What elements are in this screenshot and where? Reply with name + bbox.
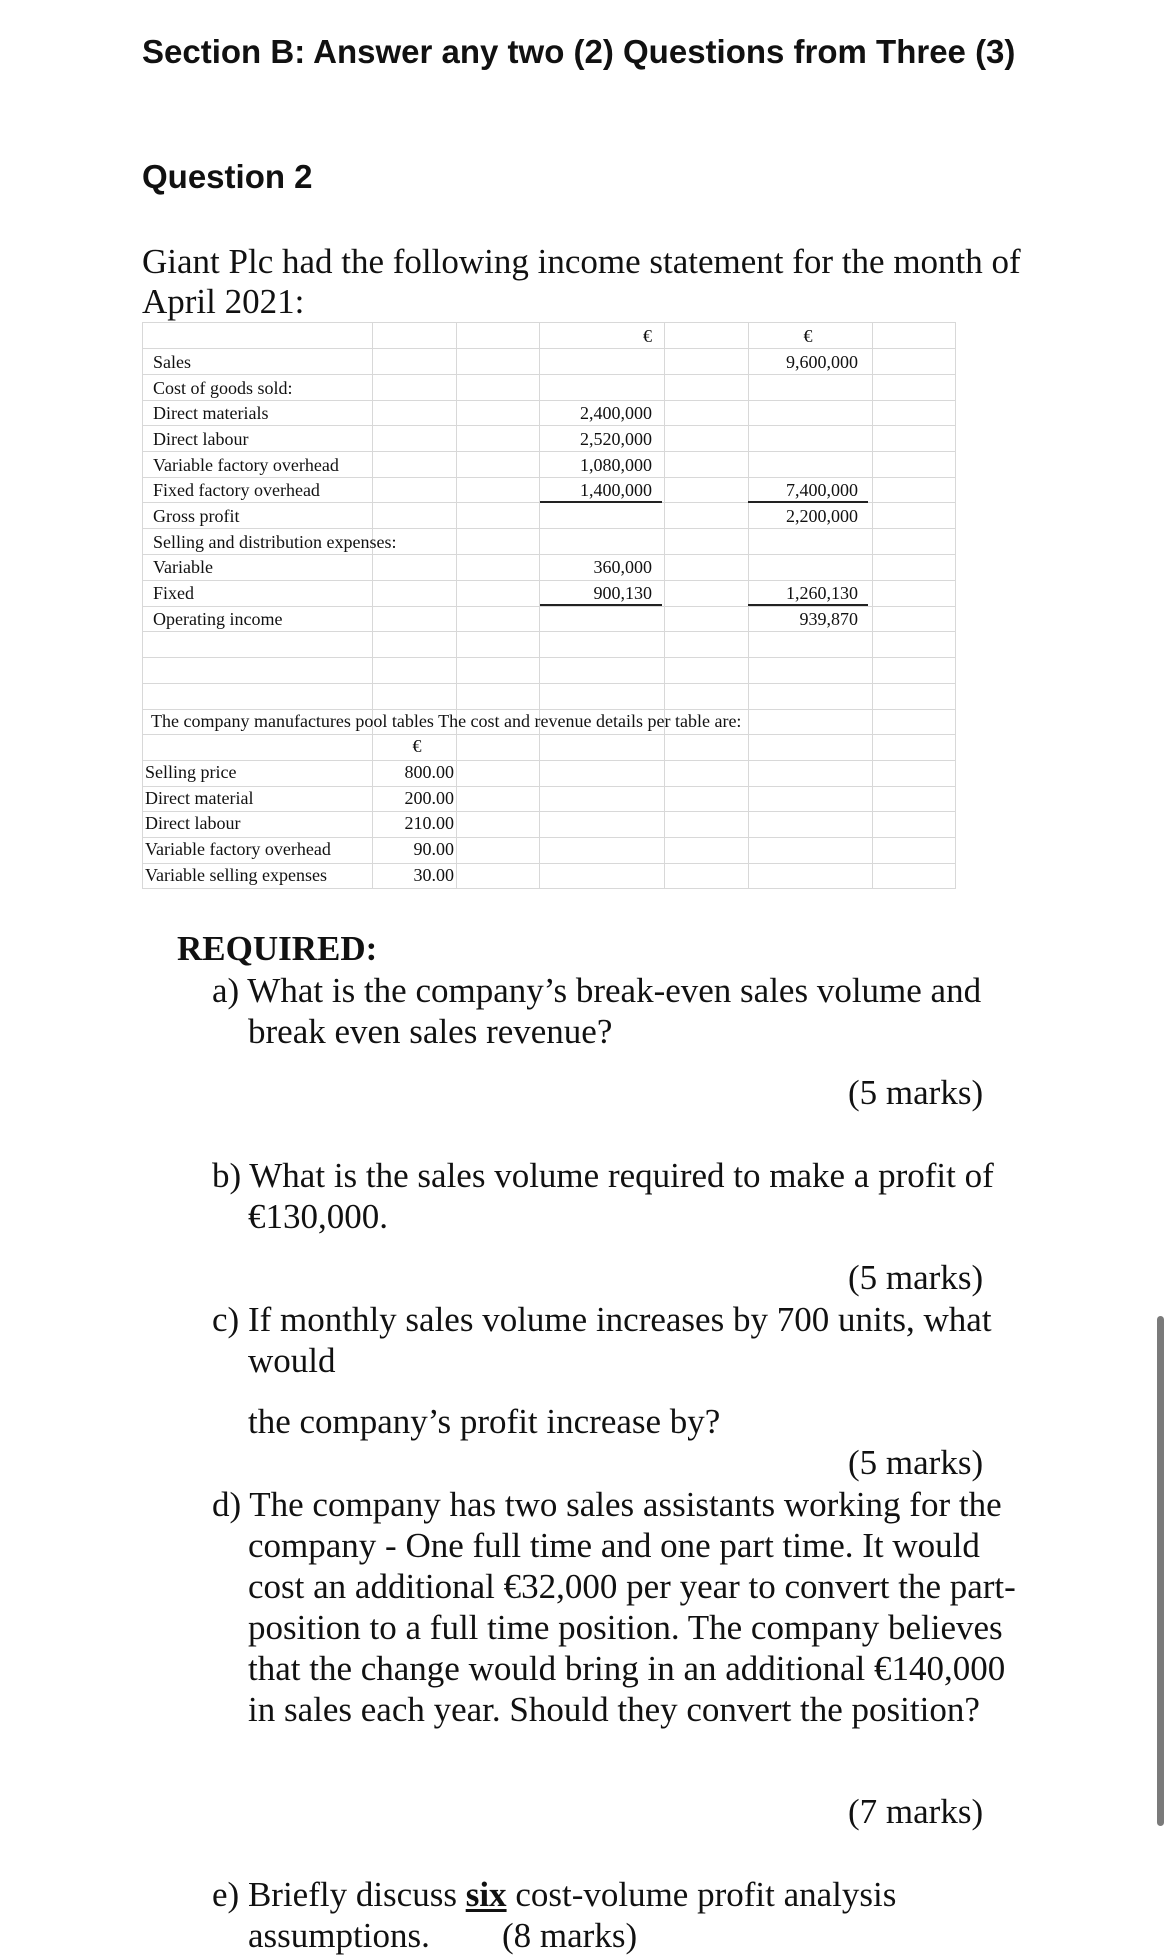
pool-row-value: 30.00 bbox=[413, 865, 454, 885]
subtotal-underline bbox=[540, 501, 662, 503]
row-label: Variable bbox=[153, 557, 213, 577]
currency-header-2: € bbox=[803, 326, 813, 346]
row-label: Operating income bbox=[153, 609, 283, 629]
row-col2: 1,260,130 bbox=[786, 583, 858, 603]
row-label: Direct materials bbox=[153, 403, 269, 423]
row-col1: 2,520,000 bbox=[580, 429, 652, 449]
required-heading: REQUIRED: bbox=[177, 929, 378, 968]
pool-table-note: The company manufactures pool tables The cost and revenue details per table are: bbox=[151, 711, 742, 731]
question-d-line4: position to a full time position. The company believes bbox=[248, 1608, 1003, 1647]
pool-row-label: Selling price bbox=[145, 762, 237, 782]
subtotal-underline bbox=[748, 604, 868, 606]
question-a-line1: a) What is the company’s break-even sales volume and bbox=[212, 971, 982, 1010]
question-e-suffix: cost-volume profit analysis bbox=[515, 1875, 897, 1914]
row-col1: 1,080,000 bbox=[580, 455, 652, 475]
row-label: Cost of goods sold: bbox=[153, 378, 293, 398]
question-b-line2: €130,000. bbox=[248, 1197, 388, 1236]
pool-row-label: Direct labour bbox=[145, 813, 241, 833]
row-col2: 2,200,000 bbox=[786, 506, 858, 526]
question-d-line3: cost an additional €32,000 per year to convert the part- bbox=[248, 1567, 1016, 1606]
question-d-marks: (7 marks) bbox=[848, 1792, 984, 1831]
pool-row-value: 90.00 bbox=[413, 839, 454, 859]
question-d-line5: that the change would bring in an additional €140,000 bbox=[248, 1649, 1006, 1688]
pool-currency-header: € bbox=[412, 736, 422, 756]
pool-row-value: 200.00 bbox=[404, 788, 454, 808]
question-c-line1: c) If monthly sales volume increases by 700 units, what bbox=[212, 1300, 992, 1339]
question-e-marks: (8 marks) bbox=[502, 1916, 638, 1955]
row-col1: 1,400,000 bbox=[580, 480, 652, 500]
row-label: Fixed bbox=[153, 583, 195, 603]
scrollbar-thumb[interactable] bbox=[1157, 1316, 1164, 1826]
pool-row-label: Direct material bbox=[145, 788, 254, 808]
question-d-line6: in sales each year. Should they convert the position? bbox=[248, 1690, 980, 1729]
question-title: Question 2 bbox=[142, 158, 313, 195]
row-col2: 939,870 bbox=[799, 609, 858, 629]
row-col1: 2,400,000 bbox=[580, 403, 652, 423]
question-c-line2: would bbox=[248, 1341, 336, 1380]
currency-header-1: € bbox=[643, 326, 652, 346]
question-a-line2: break even sales revenue? bbox=[248, 1012, 613, 1051]
row-col1: 900,130 bbox=[593, 583, 652, 603]
question-c-line3: the company’s profit increase by? bbox=[248, 1402, 721, 1441]
subtotal-underline bbox=[748, 501, 868, 503]
question-e-emphasis: six bbox=[465, 1875, 507, 1914]
row-label: Fixed factory overhead bbox=[153, 480, 320, 500]
row-col2: 7,400,000 bbox=[786, 480, 858, 500]
section-title: Section B: Answer any two (2) Questions from Three (3) bbox=[142, 33, 1016, 70]
row-label: Variable factory overhead bbox=[153, 455, 339, 475]
question-b-line1: b) What is the sales volume required to make a profit of bbox=[212, 1156, 994, 1195]
subtotal-underline bbox=[540, 604, 662, 606]
row-label: Sales bbox=[153, 352, 191, 372]
row-label: Selling and distribution expenses: bbox=[153, 532, 397, 552]
question-e-line2: assumptions. bbox=[248, 1916, 430, 1955]
question-a-marks: (5 marks) bbox=[848, 1073, 984, 1112]
pool-row-label: Variable factory overhead bbox=[145, 839, 331, 859]
intro-text: Giant Plc had the following income statement for the month of April 2021: bbox=[142, 242, 1021, 321]
question-c-marks: (5 marks) bbox=[848, 1443, 984, 1482]
question-b-marks: (5 marks) bbox=[848, 1258, 984, 1297]
question-d-line1: d) The company has two sales assistants working for the bbox=[212, 1485, 1002, 1524]
row-label: Direct labour bbox=[153, 429, 249, 449]
pool-row-value: 800.00 bbox=[404, 762, 454, 782]
question-e-line1 bbox=[212, 1874, 896, 1915]
pool-row-value: 210.00 bbox=[404, 813, 454, 833]
question-e-prefix: e) Briefly discuss bbox=[212, 1875, 457, 1914]
row-label: Gross profit bbox=[153, 506, 240, 526]
question-d-line2: company - One full time and one part time. It would bbox=[248, 1526, 980, 1565]
row-col2: 9,600,000 bbox=[786, 352, 858, 372]
row-col1: 360,000 bbox=[593, 557, 652, 577]
pool-row-label: Variable selling expenses bbox=[145, 865, 327, 885]
